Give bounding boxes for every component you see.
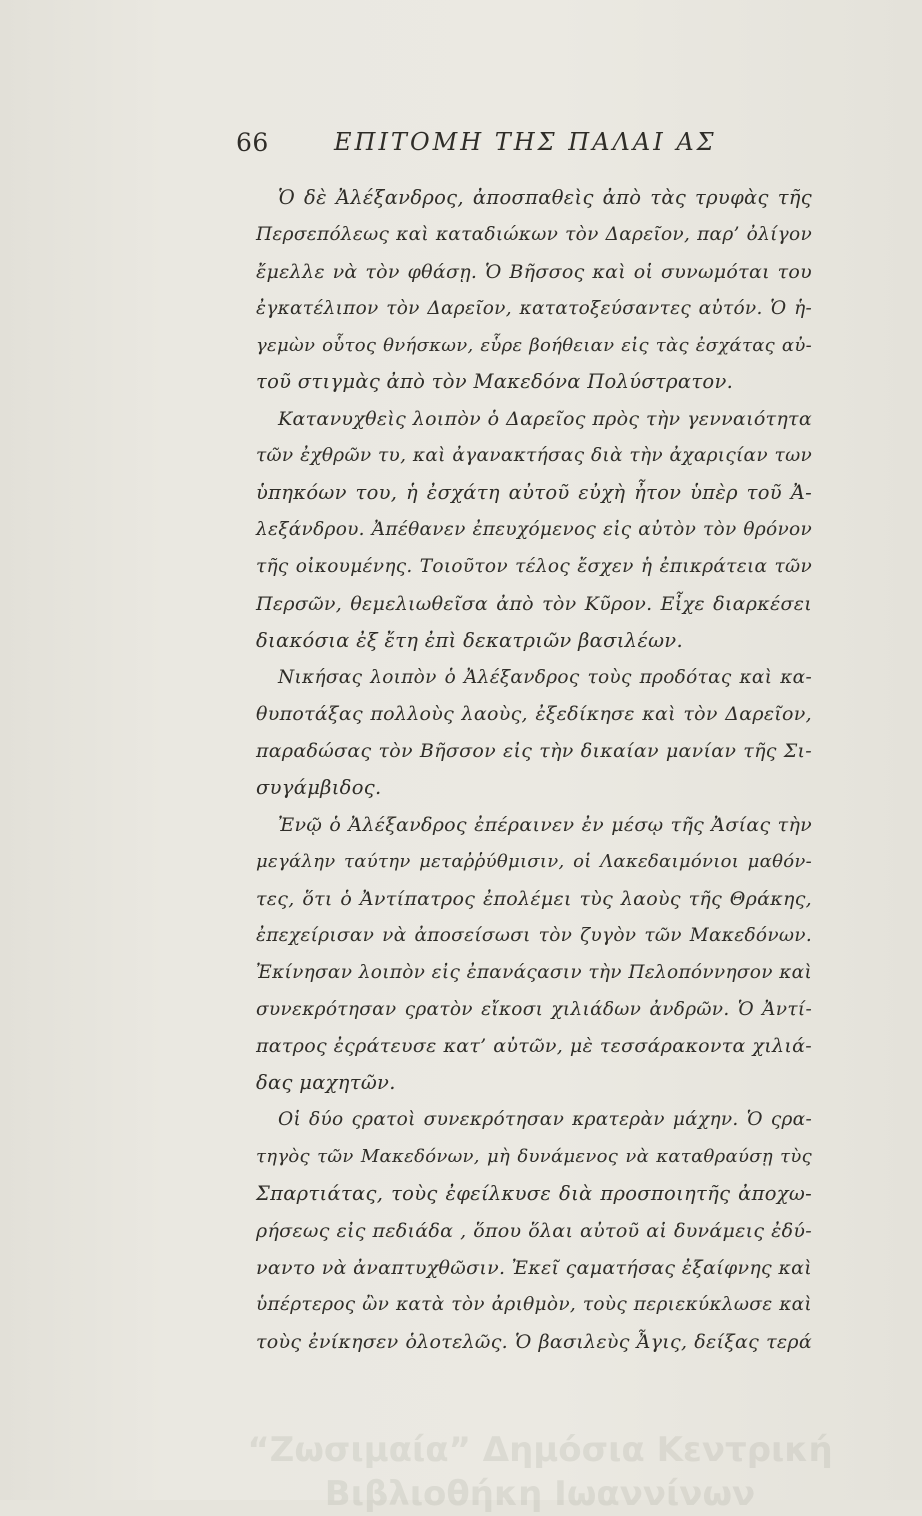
text-line: τοῦ στιγμὰς ἀπὸ τὸν Μακεδόνα Πολύστρατον. xyxy=(256,370,734,394)
text-line: γεμὼν οὗτος θνήσκων, εὗρε βοήθειαν εἰς τὰς ἐσχάτας αὐ- xyxy=(256,334,812,356)
text-line: λεξάνδρου. Ἀπέθανεν ἐπευχόμενος εἰς αὐτὸν τὸν θρόνον xyxy=(256,519,812,541)
text-line: τῆς οἰκουμένης. Τοιοῦτον τέλος ἔσχεν ἡ ἐπικράτεια τῶν xyxy=(256,555,812,577)
text-line: συγάμβιδος. xyxy=(256,776,382,800)
library-watermark: “Ζωσιμαία” Δημόσια Κεντρική Βιβλιοθήκη Ιωαννίνων xyxy=(247,1430,833,1514)
text-line: παραδώσας τὸν Βῆσσον εἰς τὴν δικαίαν μανίαν τῆς Σι- xyxy=(256,740,812,763)
running-head: ΕΠΙΤΟΜΗ ΤΗΣ ΠΑΛΑΙ ΑΣ xyxy=(334,128,717,156)
text-line: ἐγκατέλιπον τὸν Δαρεῖον, κατατοξεύσαντες αὐτόν. Ὁ ἡ- xyxy=(256,297,812,319)
body-text xyxy=(256,180,812,1361)
text-line: Οἱ δύο ςρατοὶ συνεκρότησαν κρατερὰν μάχην. Ὁ ςρα- xyxy=(278,1109,812,1131)
text-line: τες, ὅτι ὁ Ἀντίπατρος ἐπολέμει τὺς λαοὺς τῆς Θράκης, xyxy=(256,887,812,910)
text-line: ἐπεχείρισαν νὰ ἀποσείσωσι τὸν ζυγὸν τῶν Μακεδόνων. xyxy=(256,924,812,946)
text-line: Περσεπόλεως καὶ καταδιώκων τὸν Δαρεῖον, παρ’ ὀλίγον xyxy=(256,223,812,245)
text-line: τῶν ἐχθρῶν τυ, καὶ ἀγανακτήσας διὰ τὴν ἀχαριςίαν των xyxy=(256,445,812,467)
text-line: ρήσεως εἰς πεδιάδα , ὅπου ὅλαι αὐτοῦ αἱ δυνάμεις ἐδύ- xyxy=(256,1219,812,1242)
text-line: θυποτάξας πολλοὺς λαοὺς, ἐξεδίκησε καὶ τὸν Δαρεῖον, xyxy=(256,703,812,726)
text-line: μεγάλην ταύτην μεταῤῥύθμισιν, οἱ Λακεδαιμόνιοι μαθόν- xyxy=(256,851,812,873)
text-line: τηγὸς τῶν Μακεδόνων, μὴ δυνάμενος νὰ καταθραύσῃ τὺς xyxy=(256,1146,812,1168)
text-line: συνεκρότησαν ςρατὸν εἴκοσι χιλιάδων ἀνδρῶν. Ὁ Ἀντί- xyxy=(256,998,812,1020)
page-header xyxy=(0,128,922,168)
text-line: πατρος ἐςράτευσε κατ’ αὐτῶν, μὲ τεσσάρακοντα χιλιά- xyxy=(256,1035,812,1058)
text-line: τοὺς ἐνίκησεν ὁλοτελῶς. Ὁ βασιλεὺς Ἆγις, δείξας τερά xyxy=(256,1330,812,1353)
text-line: Νικήσας λοιπὸν ὁ Ἀλέξανδρος τοὺς προδότας καὶ κα- xyxy=(278,666,812,688)
page-number: 66 xyxy=(236,128,269,157)
text-line: ὑπέρτερος ὢν κατὰ τὸν ἀριθμὸν, τοὺς περιεκύκλωσε καὶ xyxy=(256,1293,812,1315)
text-line: Ἐκίνησαν λοιπὸν εἰς ἐπανάςασιν τὴν Πελοπόννησον καὶ xyxy=(256,961,812,983)
text-line: Περσῶν, θεμελιωθεῖσα ἀπὸ τὸν Κῦρον. Εἶχε διαρκέσει xyxy=(256,592,812,615)
text-line: διακόσια ἐξ ἔτη ἐπὶ δεκατριῶν βασιλέων. xyxy=(256,628,683,652)
text-line: Ὁ δὲ Ἀλέξανδρος, ἀποσπαθεὶς ἀπὸ τὰς τρυφὰς τῆς xyxy=(278,186,812,209)
text-line: Κατανυχθεὶς λοιπὸν ὁ Δαρεῖος πρὸς τὴν γενναιότητα xyxy=(278,408,812,431)
text-line: δας μαχητῶν. xyxy=(256,1071,396,1095)
text-line: ὑπηκόων του, ἡ ἐσχάτη αὐτοῦ εὐχὴ ἦτον ὑπὲρ τοῦ Ἀ- xyxy=(256,481,812,505)
text-line: ἔμελλε νὰ τὸν φθάσῃ. Ὁ Βῆσσος καὶ οἱ συνωμόται του xyxy=(256,260,812,283)
text-line: Σπαρτιάτας, τοὺς ἐφείλκυσε διὰ προσποιητῆς ἀποχω- xyxy=(256,1182,812,1206)
text-line: Ἐνῷ ὁ Ἀλέξανδρος ἐπέραινεν ἐν μέσῳ τῆς Ἀσίας τὴν xyxy=(278,814,812,837)
text-line: ναντο νὰ ἀναπτυχθῶσιν. Ἐκεῖ ςαματήσας ἐξαίφνης καὶ xyxy=(256,1256,812,1279)
